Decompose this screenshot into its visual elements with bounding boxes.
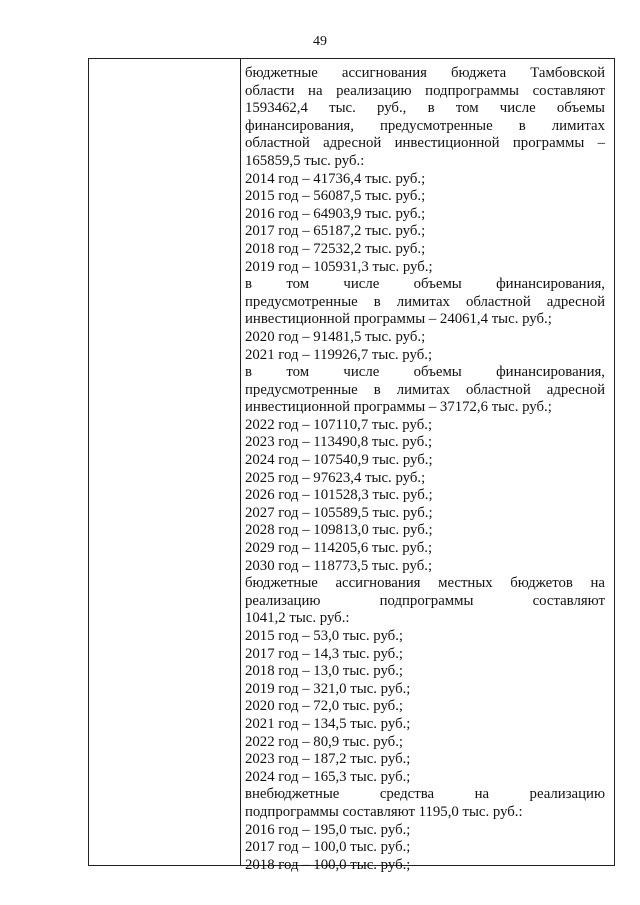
text-line: 2023 год – 113490,8 тыс. руб.; xyxy=(245,434,433,451)
text-line: 2025 год – 97623,4 тыс. руб.; xyxy=(245,469,426,486)
text-line: предусмотренные в лимитах областной адресной xyxy=(245,293,605,310)
text-line: 2018 год – 100,0 тыс. руб.; xyxy=(245,856,411,873)
text-line: 1041,2 тыс. руб.: xyxy=(245,610,350,627)
text-line: 2017 год – 14,3 тыс. руб.; xyxy=(245,645,404,662)
text-line: финансирования, предусмотренные в лимитах xyxy=(245,117,605,134)
text-line: 2030 год – 118773,5 тыс. руб.; xyxy=(245,557,433,574)
text-line: 2017 год – 100,0 тыс. руб.; xyxy=(245,839,411,856)
text-line: бюджетные ассигнования бюджета Тамбовской xyxy=(245,65,605,81)
text-line: 2015 год – 56087,5 тыс. руб.; xyxy=(245,188,426,205)
page-number: 49 xyxy=(313,34,327,49)
text-line: 2016 год – 195,0 тыс. руб.; xyxy=(245,821,411,838)
text-line: 2024 год – 107540,9 тыс. руб.; xyxy=(245,452,433,469)
text-line: подпрограммы составляют 1195,0 тыс. руб.: xyxy=(245,803,523,820)
text-line: 2017 год – 65187,2 тыс. руб.; xyxy=(245,223,426,240)
text-line: областной адресной инвестиционной программы – xyxy=(245,135,605,152)
text-line: 2019 год – 321,0 тыс. руб.; xyxy=(245,680,411,697)
text-line: области на реализацию подпрограммы составляют xyxy=(245,82,605,99)
text-line: 2027 год – 105589,5 тыс. руб.; xyxy=(245,504,433,521)
text-line: 2021 год – 119926,7 тыс. руб.; xyxy=(245,346,433,363)
document-table xyxy=(88,58,615,873)
text-line: 2022 год – 80,9 тыс. руб.; xyxy=(245,733,404,750)
text-line: 2016 год – 64903,9 тыс. руб.; xyxy=(245,205,426,222)
text-line: 2015 год – 53,0 тыс. руб.; xyxy=(245,628,404,644)
text-line: 2020 год – 91481,5 тыс. руб.; xyxy=(245,328,426,345)
text-line: в том числе объемы финансирования, xyxy=(245,364,605,381)
text-line: 2024 год – 165,3 тыс. руб.; xyxy=(245,768,411,785)
text-line: 2028 год – 109813,0 тыс. руб.; xyxy=(245,522,433,539)
text-line: 1593462,4 тыс. руб., в том числе объемы xyxy=(245,100,605,117)
text-line: бюджетные ассигнования местных бюджетов на xyxy=(245,575,605,592)
text-line: 2018 год – 72532,2 тыс. руб.; xyxy=(245,240,426,257)
text-line: 2021 год – 134,5 тыс. руб.; xyxy=(245,715,411,732)
text-line: внебюджетные средства на реализацию xyxy=(245,786,605,803)
text-line: инвестиционной программы – 24061,4 тыс. руб.; xyxy=(245,311,552,328)
text-line: инвестиционной программы – 37172,6 тыс. руб.; xyxy=(245,399,552,416)
text-line: в том числе объемы финансирования, xyxy=(245,276,605,293)
text-line: 2019 год – 105931,3 тыс. руб.; xyxy=(245,258,433,275)
text-line: 2020 год – 72,0 тыс. руб.; xyxy=(245,698,404,715)
text-line: 165859,5 тыс. руб.: xyxy=(245,152,365,169)
table-left-cell xyxy=(89,59,241,865)
text-line: 2018 год – 13,0 тыс. руб.; xyxy=(245,663,404,680)
text-line: 2014 год – 41736,4 тыс. руб.; xyxy=(245,170,426,187)
text-line: 2029 год – 114205,6 тыс. руб.; xyxy=(245,540,433,557)
text-line: 2023 год – 187,2 тыс. руб.; xyxy=(245,751,411,768)
text-line: реализацию подпрограммы составляют xyxy=(245,592,605,609)
text-line: 2022 год – 107110,7 тыс. руб.; xyxy=(245,416,433,433)
text-line: 2026 год – 101528,3 тыс. руб.; xyxy=(245,487,433,504)
text-line: предусмотренные в лимитах областной адресной xyxy=(245,381,605,398)
table-right-cell xyxy=(245,65,605,874)
